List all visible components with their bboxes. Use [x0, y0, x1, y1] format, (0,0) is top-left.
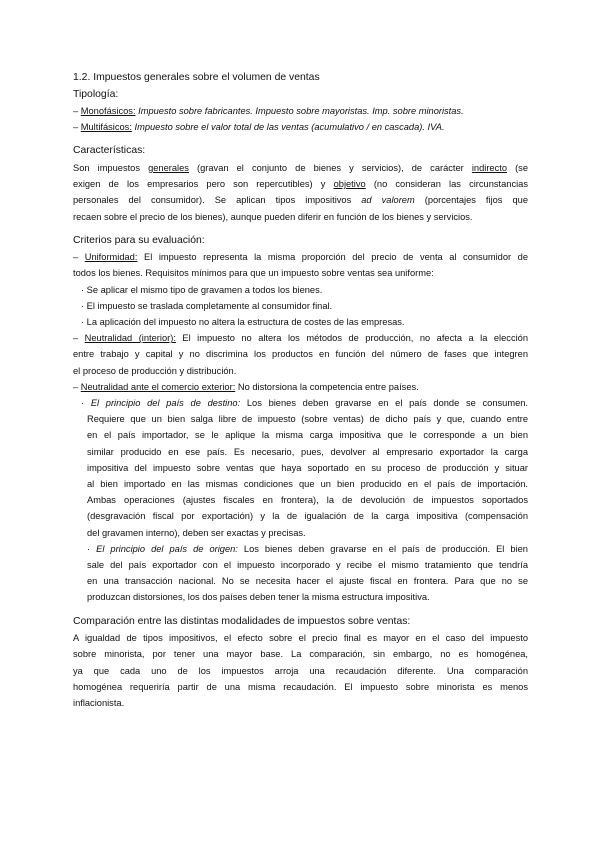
term-pais-origen: El principio del país de origen: — [96, 543, 238, 554]
comparacion-line: inflacionista. — [73, 698, 125, 708]
bullet: · — [87, 543, 97, 554]
caracteristicas-line — [73, 176, 528, 192]
dash: – — [73, 122, 79, 133]
comparacion-title: Comparación entre las distintas modalidades de impuestos sobre ventas: — [73, 615, 411, 627]
term-multifasicos: Multifásicos: — [80, 122, 132, 133]
criterios-title: Criterios para su evaluación: — [73, 234, 205, 246]
destino-line: impositiva del impuesto sobre ventas que haya soportado en su proceso de producción y situar — [87, 462, 528, 473]
dash: – — [73, 333, 79, 344]
destino-line: en el país importador, se le aplique la misma carga impositiva que le corresponde a un bien — [87, 430, 528, 441]
uniformidad-line — [73, 249, 528, 265]
comparacion-line: A igualdad de tipos impositivos, el efecto sobre el precio final es mayor en el caso del impuesto — [73, 633, 528, 644]
term-monofasicos: Monofásicos: — [80, 106, 136, 116]
tipologia-item-monofasicos — [73, 103, 528, 119]
comparacion-line: ya que cada uno de los impuestos arroja una recaudación diferente. Una comparación — [73, 665, 528, 676]
uniformidad-bullet: · Se aplicar el mismo tipo de gravamen a todos los bienes. — [81, 284, 323, 295]
uniformidad-line: todos los bienes. Requisitos mínimos para que un impuesto sobre ventas sea uniforme: — [73, 268, 434, 279]
comparacion-line: homogénea requeriría partir de una misma recaudación. El impuesto sobre minorista es menos — [73, 681, 528, 692]
bullet: · — [81, 398, 91, 409]
destino-line: (desgravación fiscal por exportación) y la de igualación de la carga impositiva (compensación — [87, 511, 528, 522]
text-monofasicos: Impuesto sobre fabricantes. Impuesto sobre mayoristas. Imp. sobre minoristas. — [135, 106, 464, 116]
destino-line: Ambas operaciones (ajustes fiscales en frontera), la de devolución de impuestos soportados — [87, 495, 528, 506]
text: Los bienes deben gravarse en el país de producción. El bien — [237, 543, 528, 554]
neutralidad-interior-line: el proceso de producción y distribución. — [73, 365, 237, 376]
origen-line: en una transacción nacional. No se necesita hacer el ajuste fiscal en frontera. Para que no se — [87, 576, 528, 587]
term-indirecto: indirecto — [471, 162, 507, 173]
caracteristicas-line — [73, 160, 528, 176]
text: El impuesto no altera los métodos de producción, no afecta a la elección — [175, 333, 528, 344]
dash: – — [73, 106, 79, 116]
destino-line — [73, 395, 528, 411]
text-multifasicos: Impuesto sobre el valor total de las ventas (acumulativo / en cascada). IVA. — [131, 122, 445, 133]
destino-line: del gravamen interno), deben ser exactas y precisas. — [87, 527, 306, 538]
term-pais-destino: El principio del país de destino: — [90, 398, 241, 409]
origen-line: sale del país exportador con el impuesto incorporado y recibe el mismo tratamiento que tendría — [87, 560, 528, 571]
caracteristicas-title: Características: — [73, 145, 146, 157]
term-neutralidad-exterior: Neutralidad ante el comercio exterior: — [80, 381, 236, 392]
text: (gravan el conjunto de bienes y servicios), de carácter — [188, 162, 472, 173]
caracteristicas-line — [73, 192, 528, 208]
text: (porcentajes fijos que — [414, 195, 528, 206]
document-body — [73, 70, 528, 711]
destino-line: al bien importado en las mismas condiciones que un bien producido en el país de importación. — [87, 479, 528, 490]
text: Son impuestos — [73, 162, 149, 173]
destino-line: Requiere que un bien salga libre de impuesto (sobre ventas) de dicho país y que, cuando entre — [87, 414, 528, 425]
origen-line — [73, 541, 528, 557]
comparacion-line: sobre minorista, por tener una mayor base. La comparación, sin embargo, no es homogénea, — [73, 649, 528, 660]
term-neutralidad-interior: Neutralidad (interior): — [84, 333, 176, 344]
tipologia-title: Tipología: — [73, 88, 119, 100]
neutralidad-exterior-line — [73, 379, 528, 395]
text: (se — [507, 162, 529, 173]
text: (no consideran las circunstancias — [365, 179, 528, 190]
term-generales: generales — [148, 162, 189, 173]
text: personales del consumidor). Se aplican tipos impositivos — [73, 195, 362, 206]
destino-line: similar producido en ese país. Es necesario, pues, devolver al empresario exportador la carga — [87, 446, 528, 457]
neutralidad-interior-line — [73, 330, 528, 346]
text: No distorsiona la competencia entre países. — [235, 381, 419, 392]
term-ad-valorem: ad valorem — [361, 195, 415, 206]
dash: – — [73, 252, 79, 263]
uniformidad-bullet: · El impuesto se traslada completamente al consumidor final. — [81, 300, 333, 311]
dash: – — [73, 381, 79, 392]
text: Los bienes deben gravarse en el país donde se consumen. — [240, 398, 528, 409]
neutralidad-interior-line: entre trabajo y capital y no discrimina los productos en función del número de fases que integren — [73, 349, 528, 360]
term-uniformidad: Uniformidad: — [84, 252, 138, 263]
uniformidad-bullet: · La aplicación del impuesto no altera la estructura de costes de las empresas. — [81, 317, 405, 328]
term-objetivo: objetivo — [333, 179, 366, 190]
text: El impuesto representa la misma proporción del precio de venta al consumidor de — [137, 252, 528, 263]
section-heading: 1.2. Impuestos generales sobre el volumen de ventas — [73, 72, 320, 83]
caracteristicas-line: recaen sobre el precio de los bienes), aunque pueden diferir en función de los bienes y servicios. — [73, 211, 473, 222]
tipologia-item-multifasicos — [73, 119, 528, 135]
origen-line: produzcan distorsiones, los dos países deben tener la misma estructura impositiva. — [87, 592, 430, 603]
text: exigen de los empresarios pero son repercutibles) y — [73, 179, 334, 190]
